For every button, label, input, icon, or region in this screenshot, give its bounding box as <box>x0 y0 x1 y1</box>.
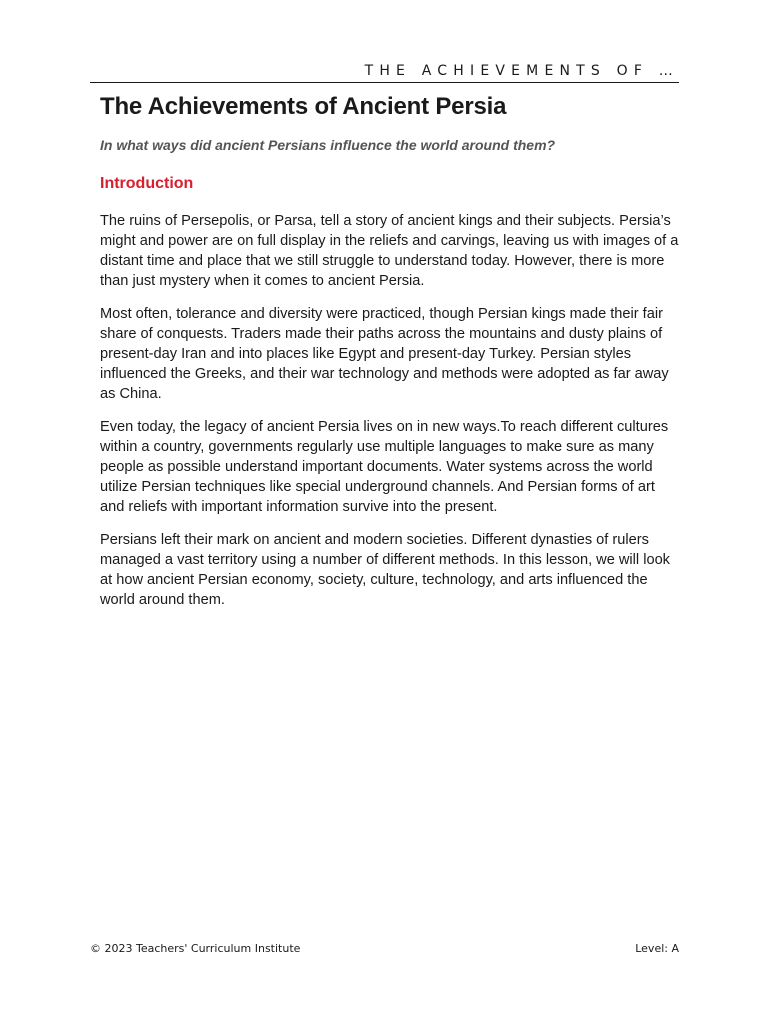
footer-copyright: © 2023 Teachers' Curriculum Institute <box>90 942 301 955</box>
paragraph-4: Persians left their mark on ancient and modern societies. Different dynasties of rulers managed a vast territory using a number of different methods. In this lesson, we will look at how ancient Persian economy, society, culture, technology, and arts influenced the world around them. <box>100 532 670 608</box>
introduction-paragraphs <box>100 211 680 610</box>
essential-question: In what ways did ancient Persians influence the world around them? <box>100 137 556 153</box>
running-header <box>90 62 679 83</box>
page-title: The Achievements of Ancient Persia <box>100 93 507 120</box>
paragraph-3: Even today, the legacy of ancient Persia lives on in new ways.To reach different cultures within a country, governments regularly use multiple languages to make sure as many people as possible understand important documents. Water systems across the world utilize Persian techniques like special underground channels. And Persian forms of art and reliefs with important information survive into the present. <box>100 419 669 515</box>
running-header-title: THE ACHIEVEMENTS OF … <box>364 63 679 79</box>
document-body <box>100 92 680 623</box>
page-footer <box>90 941 679 957</box>
paragraph-1: The ruins of Persepolis, or Parsa, tell a story of ancient kings and their subjects. Persia’s might and power are on full display in the reliefs and carvings, leaving us with images of a distant time and place that we still struggle to understand today. However, there is more than just mystery when it comes to ancient Persia. <box>100 213 679 289</box>
section-heading-introduction: Introduction <box>100 175 194 192</box>
footer-level: Level: A <box>635 942 679 955</box>
paragraph-2: Most often, tolerance and diversity were practiced, though Persian kings made their fair share of conquests. Traders made their paths across the mountains and dusty plains of present-day Iran and into places like Egypt and present-day Turkey. Persian styles influenced the Greeks, and their war technology and methods were adopted as far away as China. <box>100 306 669 402</box>
